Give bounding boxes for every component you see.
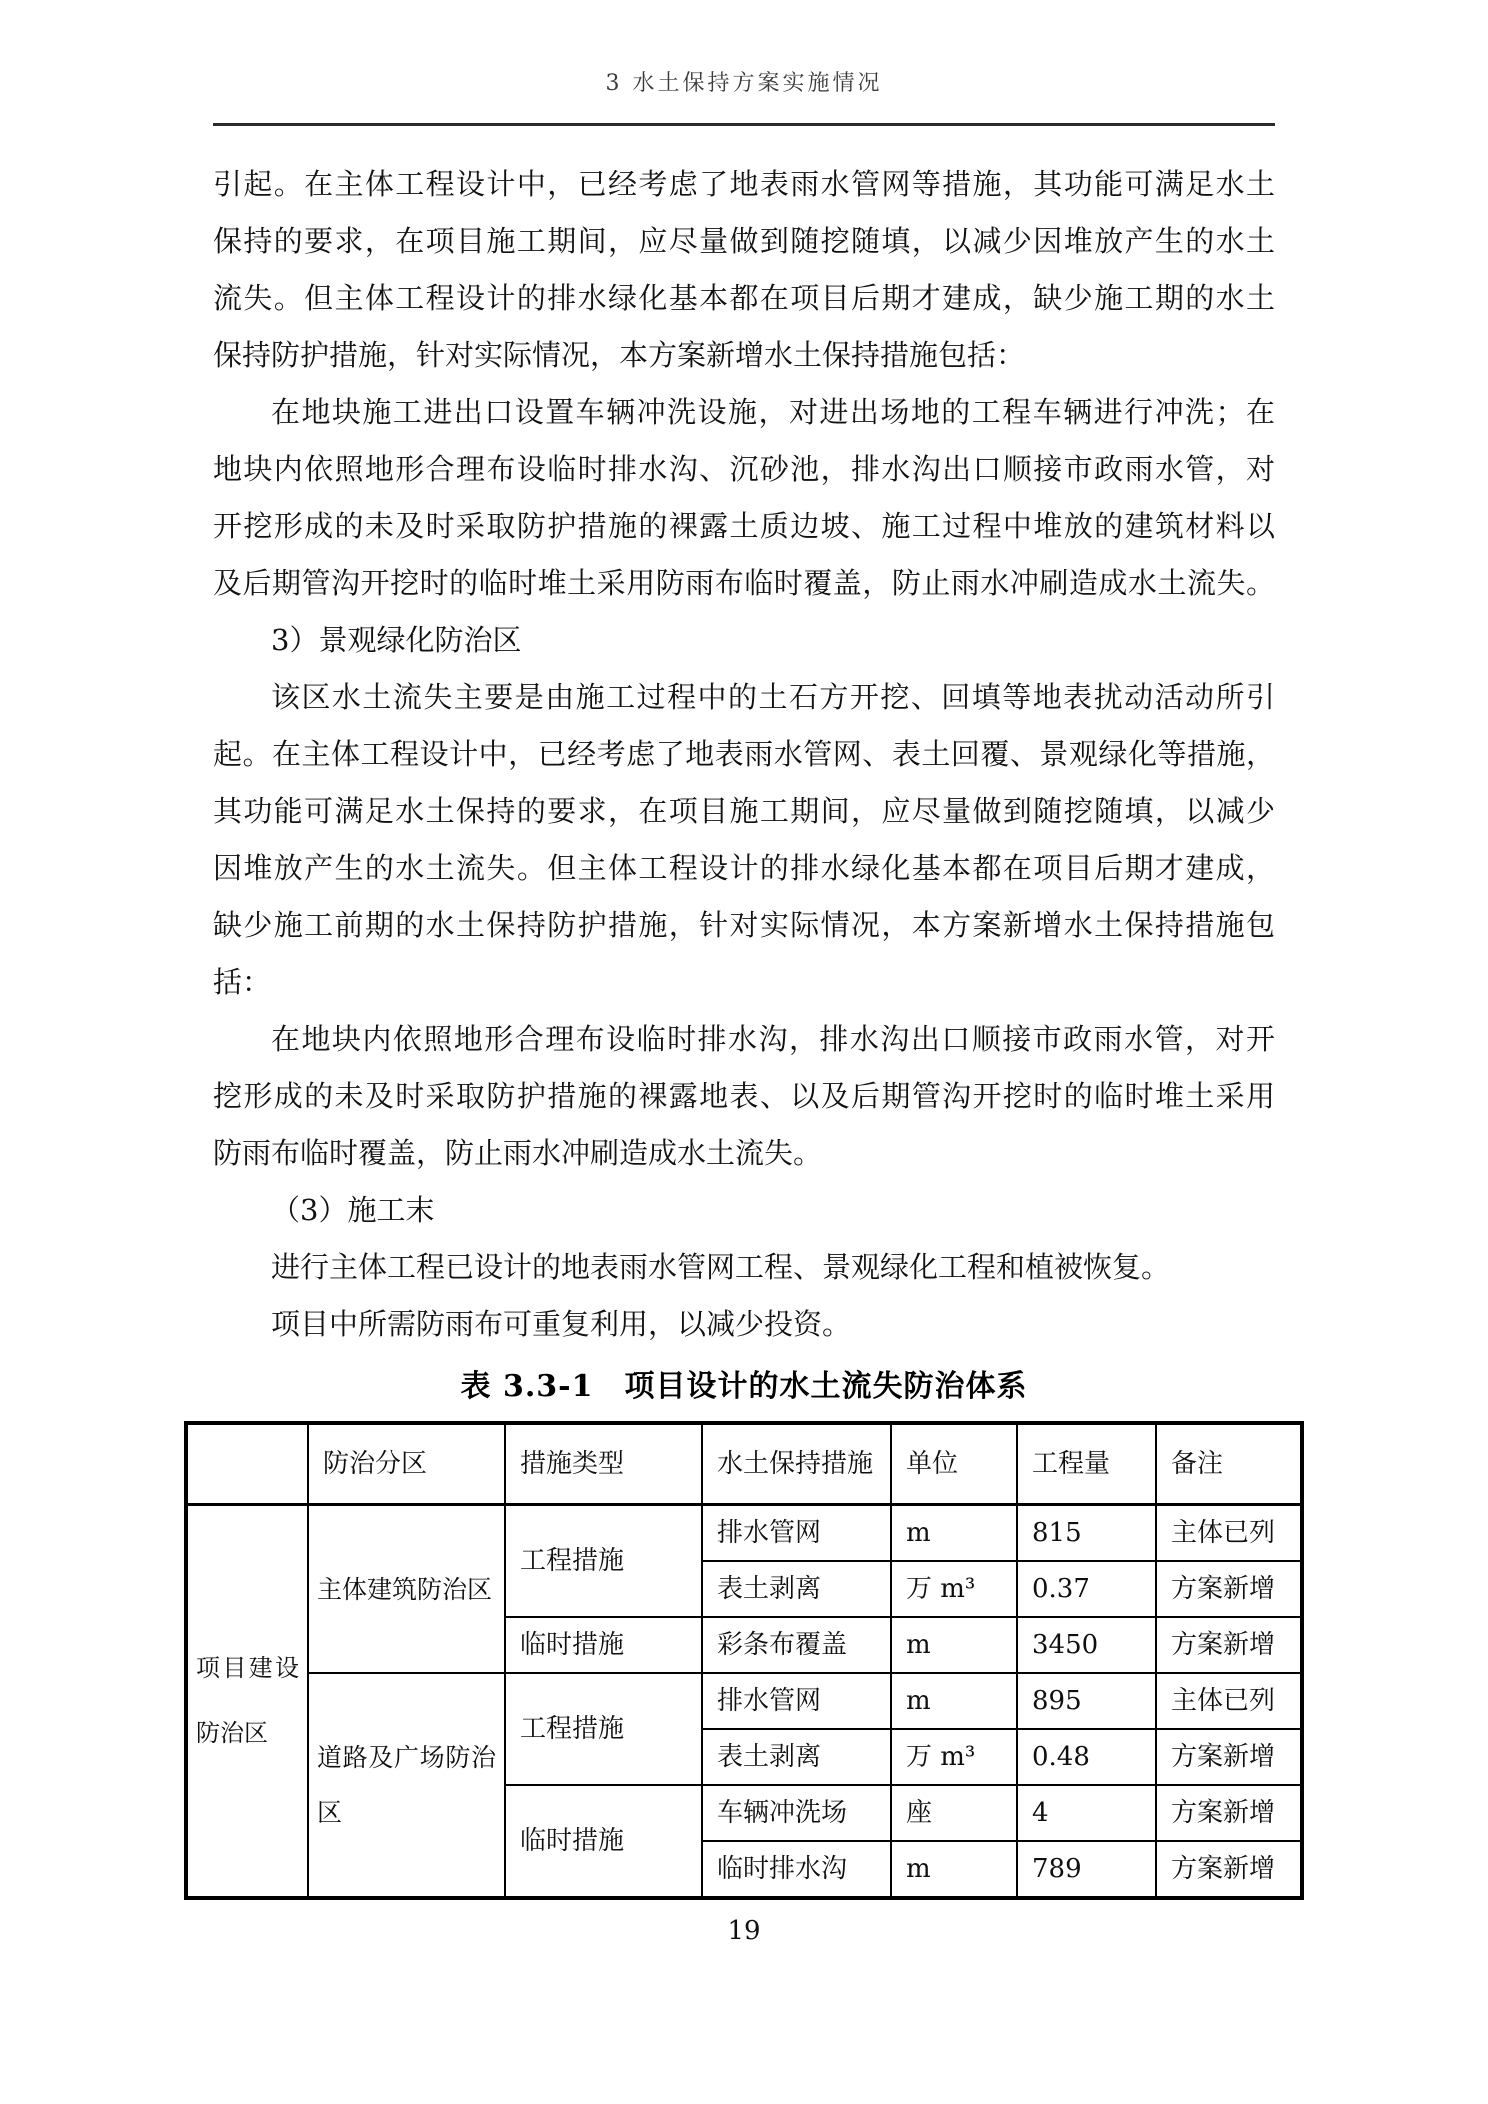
page-header-title: 3 水土保持方案实施情况 (605, 71, 883, 96)
note-cell: 方案新增 (1156, 1841, 1302, 1898)
page-number: 19 (727, 1916, 761, 1946)
measure-cell: 表土剥离 (702, 1729, 891, 1785)
body-line: 其功能可满足水土保持的要求，在项目施工期间，应尽量做到随挖随填，以减少 (213, 794, 1275, 828)
table-row (186, 1505, 1302, 1562)
unit-cell: m (891, 1673, 1017, 1729)
column-header-unit: 单位 (891, 1423, 1017, 1505)
body-line: 该区水土流失主要是由施工过程中的土石方开挖、回填等地表扰动活动所引 (271, 680, 1275, 714)
body-line: 在地块施工进出口设置车辆冲洗设施，对进出场地的工程车辆进行冲洗；在 (271, 395, 1275, 429)
body-line: 进行主体工程已设计的地表雨水管网工程、景观绿化工程和植被恢复。 (271, 1250, 1171, 1284)
body-line-subheading: （3）施工末 (271, 1193, 435, 1227)
unit-cell: 万 m³ (891, 1561, 1017, 1617)
body-line: 保持防护措施，针对实际情况，本方案新增水土保持措施包括： (213, 338, 1026, 372)
soil-loss-prevention-table (184, 1421, 1304, 1900)
unit-cell: 座 (891, 1785, 1017, 1841)
body-line: 防雨布临时覆盖，防止雨水冲刷造成水土流失。 (213, 1136, 823, 1170)
body-line: 流失。但主体工程设计的排水绿化基本都在项目后期才建成，缺少施工期的水土 (213, 281, 1275, 315)
body-line: 开挖形成的未及时采取防护措施的裸露土质边坡、施工过程中堆放的建筑材料以 (213, 509, 1275, 543)
body-line: 项目中所需防雨布可重复利用，以减少投资。 (271, 1307, 852, 1341)
body-line-subheading: 3）景观绿化防治区 (271, 623, 522, 657)
table-header-row (186, 1423, 1302, 1505)
unit-cell: m (891, 1505, 1017, 1562)
unit-cell: m (891, 1841, 1017, 1898)
note-cell: 方案新增 (1156, 1785, 1302, 1841)
header-rule (213, 123, 1275, 126)
measure-cell: 彩条布覆盖 (702, 1617, 891, 1673)
note-cell: 方案新增 (1156, 1561, 1302, 1617)
body-line: 缺少施工前期的水土保持防护措施，针对实际情况，本方案新增水土保持措施包 (213, 908, 1275, 942)
measure-cell: 临时排水沟 (702, 1841, 891, 1898)
body-line: 因堆放产生的水土流失。但主体工程设计的排水绿化基本都在项目后期才建成， (213, 851, 1275, 885)
quantity-cell: 3450 (1017, 1617, 1156, 1673)
measure-type-cell: 临时措施 (505, 1617, 702, 1673)
note-cell: 主体已列 (1156, 1505, 1302, 1562)
quantity-cell: 895 (1017, 1673, 1156, 1729)
column-header-conservation-measure: 水土保持措施 (702, 1423, 891, 1505)
column-header-quantity: 工程量 (1017, 1423, 1156, 1505)
region-cell: 项目建设防治区 (186, 1505, 308, 1899)
column-header-measure-type: 措施类型 (505, 1423, 702, 1505)
document-body (213, 156, 1275, 1353)
note-cell: 主体已列 (1156, 1673, 1302, 1729)
note-cell: 方案新增 (1156, 1729, 1302, 1785)
measure-type-cell: 工程措施 (505, 1673, 702, 1785)
zone-cell: 主体建筑防治区 (308, 1505, 505, 1674)
body-line: 在地块内依照地形合理布设临时排水沟，排水沟出口顺接市政雨水管，对开 (271, 1022, 1275, 1056)
quantity-cell: 815 (1017, 1505, 1156, 1562)
quantity-cell: 4 (1017, 1785, 1156, 1841)
measure-cell: 排水管网 (702, 1673, 891, 1729)
unit-cell: 万 m³ (891, 1729, 1017, 1785)
measure-cell: 车辆冲洗场 (702, 1785, 891, 1841)
column-header-blank (186, 1423, 308, 1505)
quantity-cell: 0.37 (1017, 1561, 1156, 1617)
table-row (186, 1673, 1302, 1729)
body-line: 起。在主体工程设计中，已经考虑了地表雨水管网、表土回覆、景观绿化等措施， (213, 737, 1275, 771)
table-caption: 表 3.3-1 项目设计的水土流失防治体系 (460, 1369, 1028, 1404)
body-line: 挖形成的未及时采取防护措施的裸露地表、以及后期管沟开挖时的临时堆土采用 (213, 1079, 1275, 1113)
body-line: 及后期管沟开挖时的临时堆土采用防雨布临时覆盖，防止雨水冲刷造成水土流失。 (213, 566, 1275, 600)
body-line: 保持的要求，在项目施工期间，应尽量做到随挖随填，以减少因堆放产生的水土 (213, 224, 1275, 258)
zone-cell: 道路及广场防治区 (308, 1673, 505, 1898)
body-line: 括： (213, 965, 272, 999)
measure-cell: 排水管网 (702, 1505, 891, 1562)
quantity-cell: 789 (1017, 1841, 1156, 1898)
quantity-cell: 0.48 (1017, 1729, 1156, 1785)
column-header-prevention-zone: 防治分区 (308, 1423, 505, 1505)
body-line: 地块内依照地形合理布设临时排水沟、沉砂池，排水沟出口顺接市政雨水管，对 (213, 452, 1275, 486)
measure-type-cell: 工程措施 (505, 1505, 702, 1618)
measure-cell: 表土剥离 (702, 1561, 891, 1617)
measure-type-cell: 临时措施 (505, 1785, 702, 1898)
unit-cell: m (891, 1617, 1017, 1673)
column-header-remark: 备注 (1156, 1423, 1302, 1505)
note-cell: 方案新增 (1156, 1617, 1302, 1673)
body-line: 引起。在主体工程设计中，已经考虑了地表雨水管网等措施，其功能可满足水土 (213, 167, 1275, 201)
